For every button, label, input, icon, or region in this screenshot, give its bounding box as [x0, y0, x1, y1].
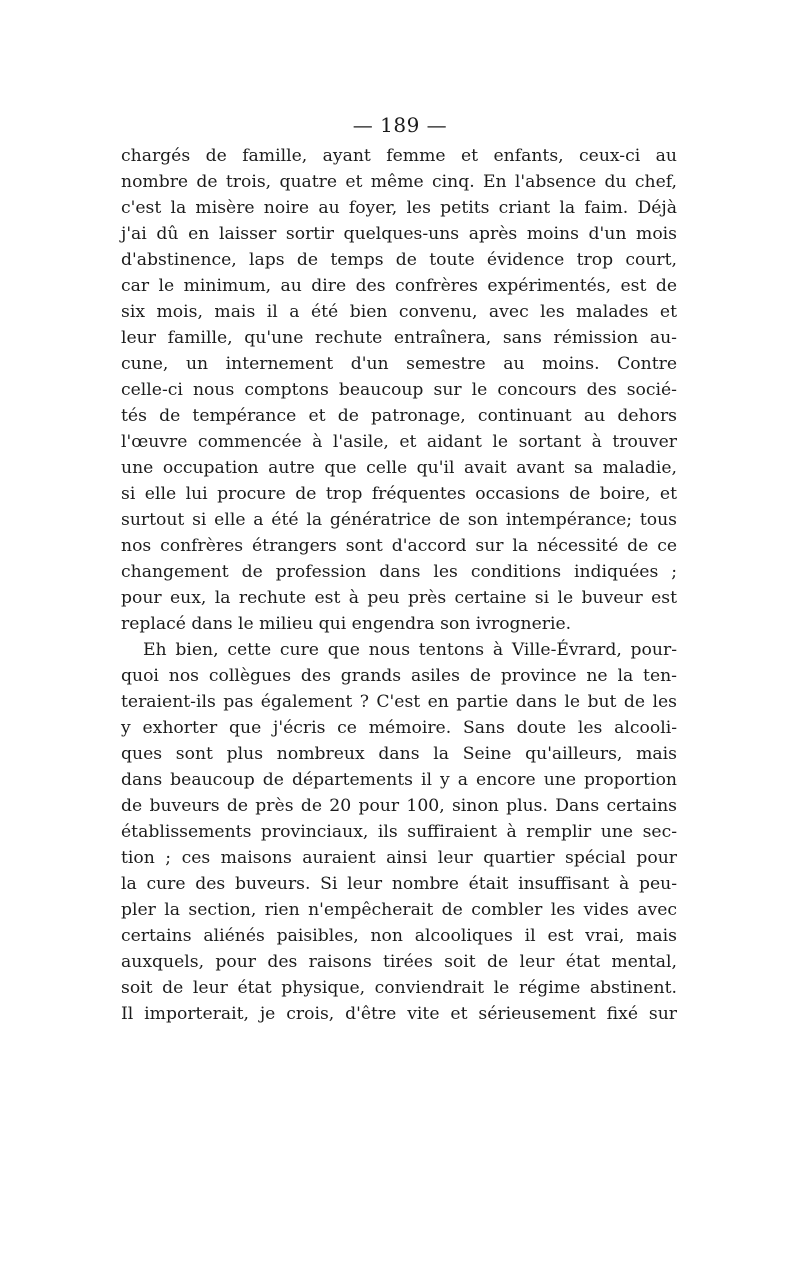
- text-line: ques sont plus nombreux dans la Seine qu'ailleurs, mais: [121, 744, 677, 764]
- text-line: d'abstinence, laps de temps de toute évidence trop court,: [121, 250, 677, 270]
- body-text: [121, 143, 677, 1027]
- text-line: six mois, mais il a été bien convenu, avec les malades et: [121, 302, 677, 322]
- text-line: pour eux, la rechute est à peu près certaine si le buveur est: [121, 588, 677, 608]
- text-line: car le minimum, au dire des confrères expérimentés, est de: [121, 276, 677, 296]
- text-line: c'est la misère noire au foyer, les petits criant la faim. Déjà: [121, 198, 677, 218]
- text-line: établissements provinciaux, ils suffiraient à remplir une sec-: [121, 822, 677, 842]
- text-line: j'ai dû en laisser sortir quelques-uns après moins d'un mois: [121, 224, 677, 244]
- text-line: teraient-ils pas également ? C'est en partie dans le but de les: [121, 692, 677, 712]
- text-line: leur famille, qu'une rechute entraînera, sans rémission au-: [121, 328, 677, 348]
- text-line: y exhorter que j'écris ce mémoire. Sans doute les alcooli-: [121, 718, 677, 738]
- paragraph-start-line: Eh bien, cette cure que nous tentons à Ville-Évrard, pour-: [143, 640, 677, 660]
- text-line: changement de profession dans les conditions indiquées ;: [121, 562, 677, 582]
- text-line: pler la section, rien n'empêcherait de combler les vides avec: [121, 900, 677, 920]
- text-line: celle-ci nous comptons beaucoup sur le concours des socié-: [121, 380, 677, 400]
- text-line: Il importerait, je crois, d'être vite et sérieusement fixé sur: [121, 1004, 677, 1024]
- page-number: — 189 —: [352, 113, 448, 137]
- text-line: soit de leur état physique, conviendrait le régime abstinent.: [121, 978, 677, 998]
- text-line: si elle lui procure de trop fréquentes occasions de boire, et: [121, 484, 677, 504]
- text-line: l'œuvre commencée à l'asile, et aidant le sortant à trouver: [121, 432, 677, 452]
- text-line: la cure des buveurs. Si leur nombre était insuffisant à peu-: [121, 874, 677, 894]
- paragraph-end-line: replacé dans le milieu qui engendra son ivrognerie.: [121, 614, 572, 634]
- text-line: chargés de famille, ayant femme et enfants, ceux-ci au: [121, 146, 677, 166]
- text-line: une occupation autre que celle qu'il avait avant sa maladie,: [121, 458, 677, 478]
- text-line: dans beaucoup de départements il y a encore une proportion: [121, 770, 677, 790]
- text-line: nos confrères étrangers sont d'accord sur la nécessité de ce: [121, 536, 677, 556]
- text-line: quoi nos collègues des grands asiles de province ne la ten-: [121, 666, 677, 686]
- text-line: auxquels, pour des raisons tirées soit de leur état mental,: [121, 952, 677, 972]
- text-line: surtout si elle a été la génératrice de son intempérance; tous: [121, 510, 677, 530]
- text-line: certains aliénés paisibles, non alcooliques il est vrai, mais: [121, 926, 677, 946]
- text-line: tés de tempérance et de patronage, continuant au dehors: [121, 406, 677, 426]
- text-line: cune, un internement d'un semestre au moins. Contre: [121, 354, 677, 374]
- text-line: tion ; ces maisons auraient ainsi leur quartier spécial pour: [121, 848, 677, 868]
- text-line: nombre de trois, quatre et même cinq. En l'absence du chef,: [121, 172, 677, 192]
- text-line: de buveurs de près de 20 pour 100, sinon plus. Dans certains: [121, 796, 677, 816]
